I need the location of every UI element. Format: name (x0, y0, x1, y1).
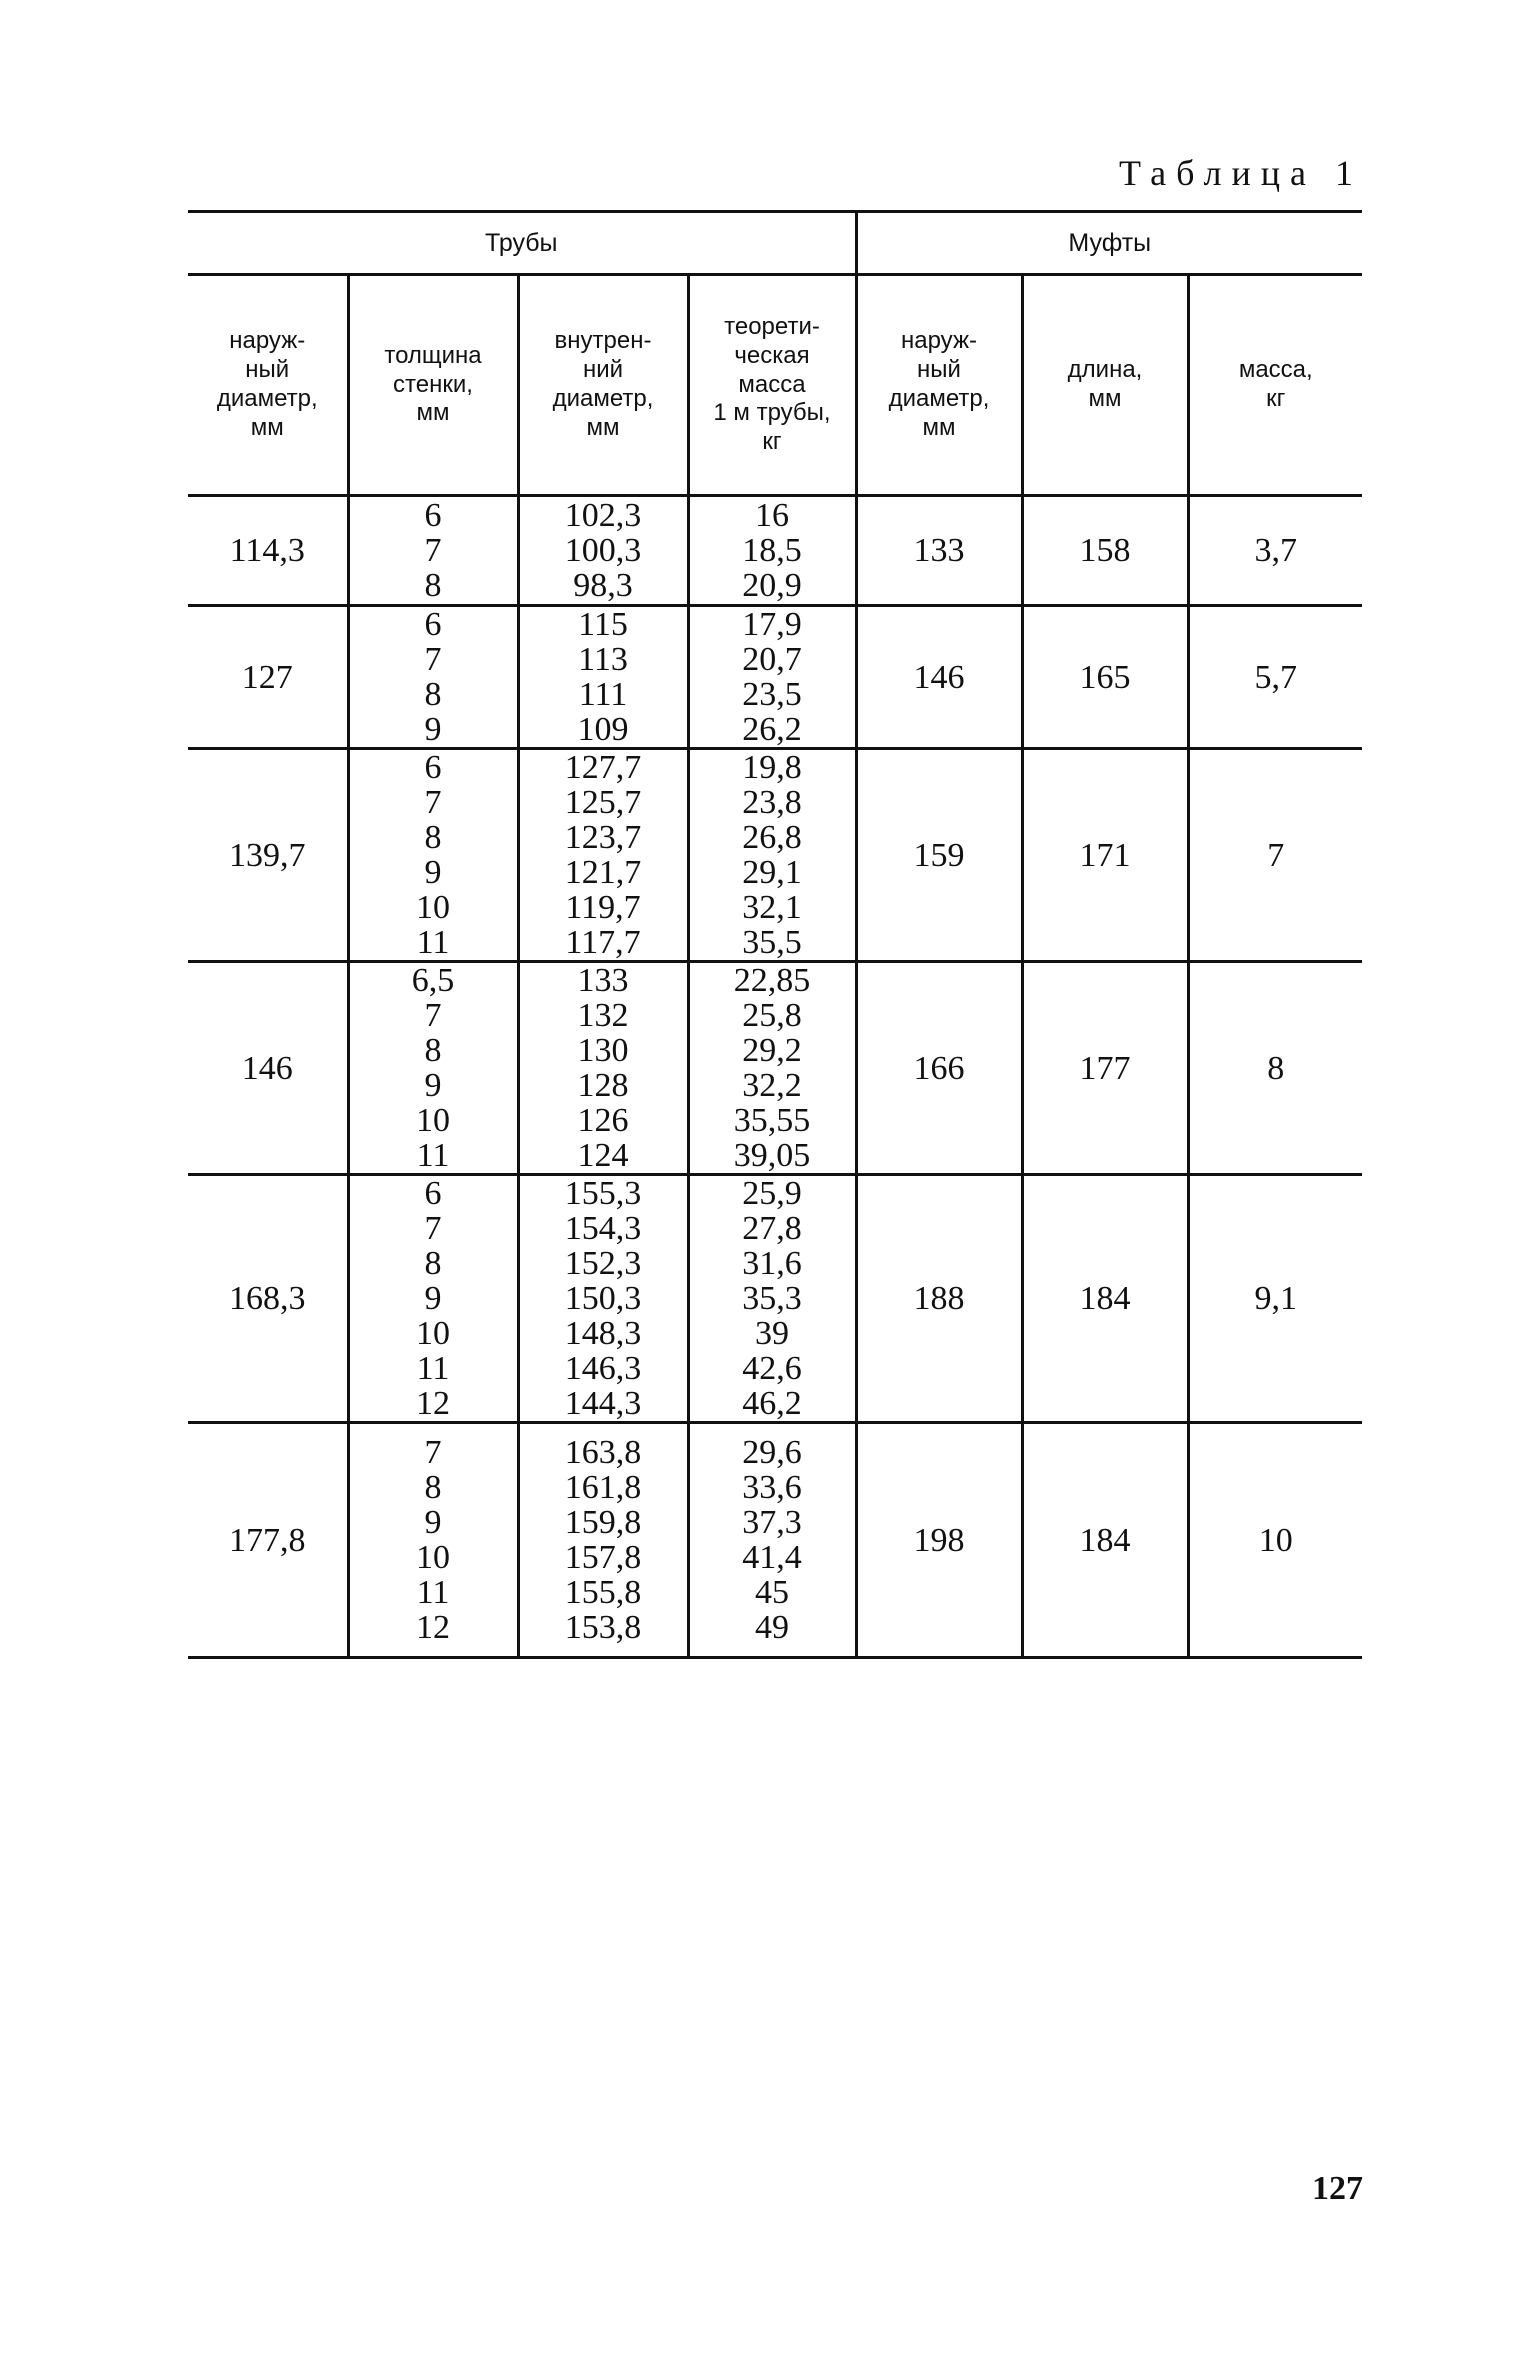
cell-wall-thickness-value: 11 (416, 1350, 450, 1387)
cell-wall-thickness-value: 7 (424, 997, 442, 1034)
cell-theoretical-mass-value: 25,8 (742, 997, 802, 1034)
table-row (188, 749, 1362, 962)
cell-theoretical-mass-value: 32,2 (742, 1067, 802, 1104)
cell-inner-diameter-value: 121,7 (564, 854, 642, 891)
cell-coupling-length: 177 (1022, 962, 1188, 1175)
cell-wall-thickness-value: 6 (424, 1175, 442, 1212)
cell-wall-thickness-value: 8 (424, 819, 442, 856)
cell-wall-thickness-value: 9 (424, 711, 442, 748)
cell-wall-thickness-value: 7 (424, 532, 442, 569)
cell-wall-thickness-value: 8 (424, 1469, 442, 1506)
cell-coupling-length: 184 (1022, 1175, 1188, 1423)
table-row (188, 1175, 1362, 1423)
cell-theoretical-mass-value: 32,1 (742, 889, 802, 926)
cell-theoretical-mass-value: 23,8 (742, 784, 802, 821)
cell-wall-thickness-value: 9 (424, 1067, 442, 1104)
cell-inner-diameter-value: 126 (577, 1102, 629, 1139)
cell-inner-diameter-value: 100,3 (564, 532, 642, 569)
group-header-couplings: Муфты (856, 212, 1362, 275)
cell-theoretical-mass-value: 31,6 (742, 1245, 802, 1282)
cell-wall-thickness (348, 1423, 518, 1658)
cell-pipe-outer-diameter: 127 (188, 606, 348, 749)
cell-inner-diameter-value: 157,8 (564, 1539, 642, 1576)
cell-coupling-outer-diameter: 166 (856, 962, 1022, 1175)
header-theoretical-mass: теорети- ческая масса 1 м трубы, кг (688, 275, 856, 496)
cell-wall-thickness-value: 6 (424, 497, 442, 534)
cell-pipe-outer-diameter: 177,8 (188, 1423, 348, 1658)
cell-inner-diameter (518, 749, 688, 962)
cell-inner-diameter-value: 127,7 (564, 749, 642, 786)
cell-inner-diameter-value: 109 (577, 711, 629, 748)
cell-inner-diameter-value: 148,3 (564, 1315, 642, 1352)
cell-wall-thickness-value: 8 (424, 1032, 442, 1069)
cell-theoretical-mass-value: 20,9 (742, 567, 802, 604)
cell-inner-diameter-value: 154,3 (564, 1210, 642, 1247)
cell-coupling-mass: 7 (1188, 749, 1362, 962)
cell-wall-thickness-value: 11 (416, 1137, 450, 1174)
cell-coupling-length: 165 (1022, 606, 1188, 749)
cell-coupling-length: 158 (1022, 496, 1188, 606)
cell-theoretical-mass-value: 41,4 (742, 1539, 802, 1576)
cell-inner-diameter-value: 102,3 (564, 497, 642, 534)
cell-theoretical-mass (688, 496, 856, 606)
cell-wall-thickness (348, 749, 518, 962)
cell-inner-diameter (518, 1175, 688, 1423)
cell-wall-thickness-value: 6 (424, 606, 442, 643)
cell-theoretical-mass-value: 26,2 (742, 711, 802, 748)
cell-inner-diameter-value: 123,7 (564, 819, 642, 856)
cell-theoretical-mass-value: 26,8 (742, 819, 802, 856)
cell-theoretical-mass-value: 19,8 (742, 749, 802, 786)
cell-wall-thickness-value: 12 (416, 1609, 450, 1646)
cell-wall-thickness-value: 8 (424, 567, 442, 604)
header-inner-diameter: внутрен- ний диаметр, мм (518, 275, 688, 496)
table-caption: Таблица 1 (1119, 153, 1363, 193)
cell-wall-thickness-value: 7 (424, 1434, 442, 1471)
cell-inner-diameter-value: 133 (577, 962, 629, 999)
cell-theoretical-mass (688, 1423, 856, 1658)
cell-theoretical-mass-value: 45 (755, 1574, 789, 1611)
cell-inner-diameter-value: 111 (578, 676, 628, 713)
cell-theoretical-mass-value: 39 (755, 1315, 789, 1352)
cell-inner-diameter-value: 98,3 (573, 567, 633, 604)
cell-inner-diameter-value: 113 (578, 641, 628, 678)
cell-theoretical-mass-value: 23,5 (742, 676, 802, 713)
cell-wall-thickness (348, 606, 518, 749)
cell-wall-thickness-value: 7 (424, 641, 442, 678)
cell-wall-thickness-value: 6,5 (411, 962, 455, 999)
table-row (188, 962, 1362, 1175)
header-coupling-length: длина, мм (1022, 275, 1188, 496)
cell-theoretical-mass-value: 33,6 (742, 1469, 802, 1506)
cell-wall-thickness (348, 962, 518, 1175)
cell-inner-diameter (518, 962, 688, 1175)
cell-wall-thickness-value: 7 (424, 1210, 442, 1247)
cell-theoretical-mass-value: 27,8 (742, 1210, 802, 1247)
page-number: 127 (1312, 2170, 1363, 2207)
cell-inner-diameter-value: 163,8 (564, 1434, 642, 1471)
cell-wall-thickness-value: 10 (416, 1102, 450, 1139)
cell-wall-thickness-value: 10 (416, 889, 450, 926)
header-coupling-mass: масса, кг (1188, 275, 1362, 496)
cell-coupling-mass: 8 (1188, 962, 1362, 1175)
cell-theoretical-mass-value: 29,2 (742, 1032, 802, 1069)
cell-theoretical-mass (688, 749, 856, 962)
cell-theoretical-mass-value: 46,2 (742, 1385, 802, 1422)
cell-wall-thickness-value: 9 (424, 1504, 442, 1541)
cell-wall-thickness-value: 12 (416, 1385, 450, 1422)
cell-inner-diameter-value: 132 (577, 997, 629, 1034)
cell-inner-diameter (518, 1423, 688, 1658)
cell-inner-diameter-value: 124 (577, 1137, 629, 1174)
cell-coupling-length: 171 (1022, 749, 1188, 962)
cell-theoretical-mass-value: 49 (755, 1609, 789, 1646)
cell-inner-diameter-value: 119,7 (565, 889, 641, 926)
cell-pipe-outer-diameter: 146 (188, 962, 348, 1175)
cell-theoretical-mass-value: 29,1 (742, 854, 802, 891)
cell-inner-diameter-value: 144,3 (564, 1385, 642, 1422)
cell-theoretical-mass-value: 17,9 (742, 606, 802, 643)
table-row (188, 1423, 1362, 1658)
cell-inner-diameter-value: 155,3 (564, 1175, 642, 1212)
cell-wall-thickness-value: 11 (416, 1574, 450, 1611)
cell-inner-diameter-value: 146,3 (564, 1350, 642, 1387)
cell-coupling-length: 184 (1022, 1423, 1188, 1658)
cell-theoretical-mass (688, 962, 856, 1175)
cell-theoretical-mass-value: 20,7 (742, 641, 802, 678)
cell-wall-thickness-value: 10 (416, 1539, 450, 1576)
cell-wall-thickness-value: 7 (424, 784, 442, 821)
cell-theoretical-mass-value: 16 (755, 497, 789, 534)
cell-pipe-outer-diameter: 139,7 (188, 749, 348, 962)
cell-theoretical-mass (688, 606, 856, 749)
cell-coupling-outer-diameter: 198 (856, 1423, 1022, 1658)
cell-inner-diameter-value: 115 (578, 606, 628, 643)
cell-inner-diameter (518, 606, 688, 749)
cell-inner-diameter-value: 161,8 (564, 1469, 642, 1506)
cell-theoretical-mass-value: 25,9 (742, 1175, 802, 1212)
pipe-coupling-table (188, 210, 1362, 1659)
cell-wall-thickness-value: 11 (416, 924, 450, 961)
table-row (188, 496, 1362, 606)
cell-theoretical-mass-value: 35,3 (742, 1280, 802, 1317)
cell-wall-thickness-value: 8 (424, 676, 442, 713)
cell-coupling-outer-diameter: 159 (856, 749, 1022, 962)
cell-coupling-outer-diameter: 146 (856, 606, 1022, 749)
cell-inner-diameter-value: 117,7 (565, 924, 641, 961)
cell-theoretical-mass-value: 37,3 (742, 1504, 802, 1541)
cell-theoretical-mass-value: 39,05 (733, 1137, 811, 1174)
cell-wall-thickness-value: 6 (424, 749, 442, 786)
cell-wall-thickness-value: 10 (416, 1315, 450, 1352)
cell-coupling-mass: 10 (1188, 1423, 1362, 1658)
cell-pipe-outer-diameter: 114,3 (188, 496, 348, 606)
cell-coupling-mass: 3,7 (1188, 496, 1362, 606)
cell-inner-diameter-value: 125,7 (564, 784, 642, 821)
cell-theoretical-mass-value: 42,6 (742, 1350, 802, 1387)
cell-coupling-outer-diameter: 133 (856, 496, 1022, 606)
cell-wall-thickness (348, 1175, 518, 1423)
cell-theoretical-mass-value: 29,6 (742, 1434, 802, 1471)
cell-inner-diameter-value: 150,3 (564, 1280, 642, 1317)
cell-theoretical-mass-value: 22,85 (733, 962, 811, 999)
table-row (188, 606, 1362, 749)
cell-theoretical-mass-value: 18,5 (742, 532, 802, 569)
header-pipe-outer-diameter: наруж- ный диаметр, мм (188, 275, 348, 496)
cell-inner-diameter-value: 155,8 (564, 1574, 642, 1611)
header-coupling-outer-diameter: наруж- ный диаметр, мм (856, 275, 1022, 496)
cell-theoretical-mass-value: 35,55 (733, 1102, 811, 1139)
cell-inner-diameter (518, 496, 688, 606)
cell-wall-thickness-value: 8 (424, 1245, 442, 1282)
cell-theoretical-mass (688, 1175, 856, 1423)
cell-coupling-mass: 9,1 (1188, 1175, 1362, 1423)
cell-coupling-outer-diameter: 188 (856, 1175, 1022, 1423)
cell-wall-thickness-value: 9 (424, 854, 442, 891)
cell-inner-diameter-value: 128 (577, 1067, 629, 1104)
cell-inner-diameter-value: 152,3 (564, 1245, 642, 1282)
cell-pipe-outer-diameter: 168,3 (188, 1175, 348, 1423)
cell-inner-diameter-value: 153,8 (564, 1609, 642, 1646)
cell-wall-thickness (348, 496, 518, 606)
cell-coupling-mass: 5,7 (1188, 606, 1362, 749)
cell-theoretical-mass-value: 35,5 (742, 924, 802, 961)
group-header-pipes: Трубы (188, 212, 856, 275)
cell-wall-thickness-value: 9 (424, 1280, 442, 1317)
cell-inner-diameter-value: 130 (577, 1032, 629, 1069)
header-wall-thickness: толщина стенки, мм (348, 275, 518, 496)
cell-inner-diameter-value: 159,8 (564, 1504, 642, 1541)
